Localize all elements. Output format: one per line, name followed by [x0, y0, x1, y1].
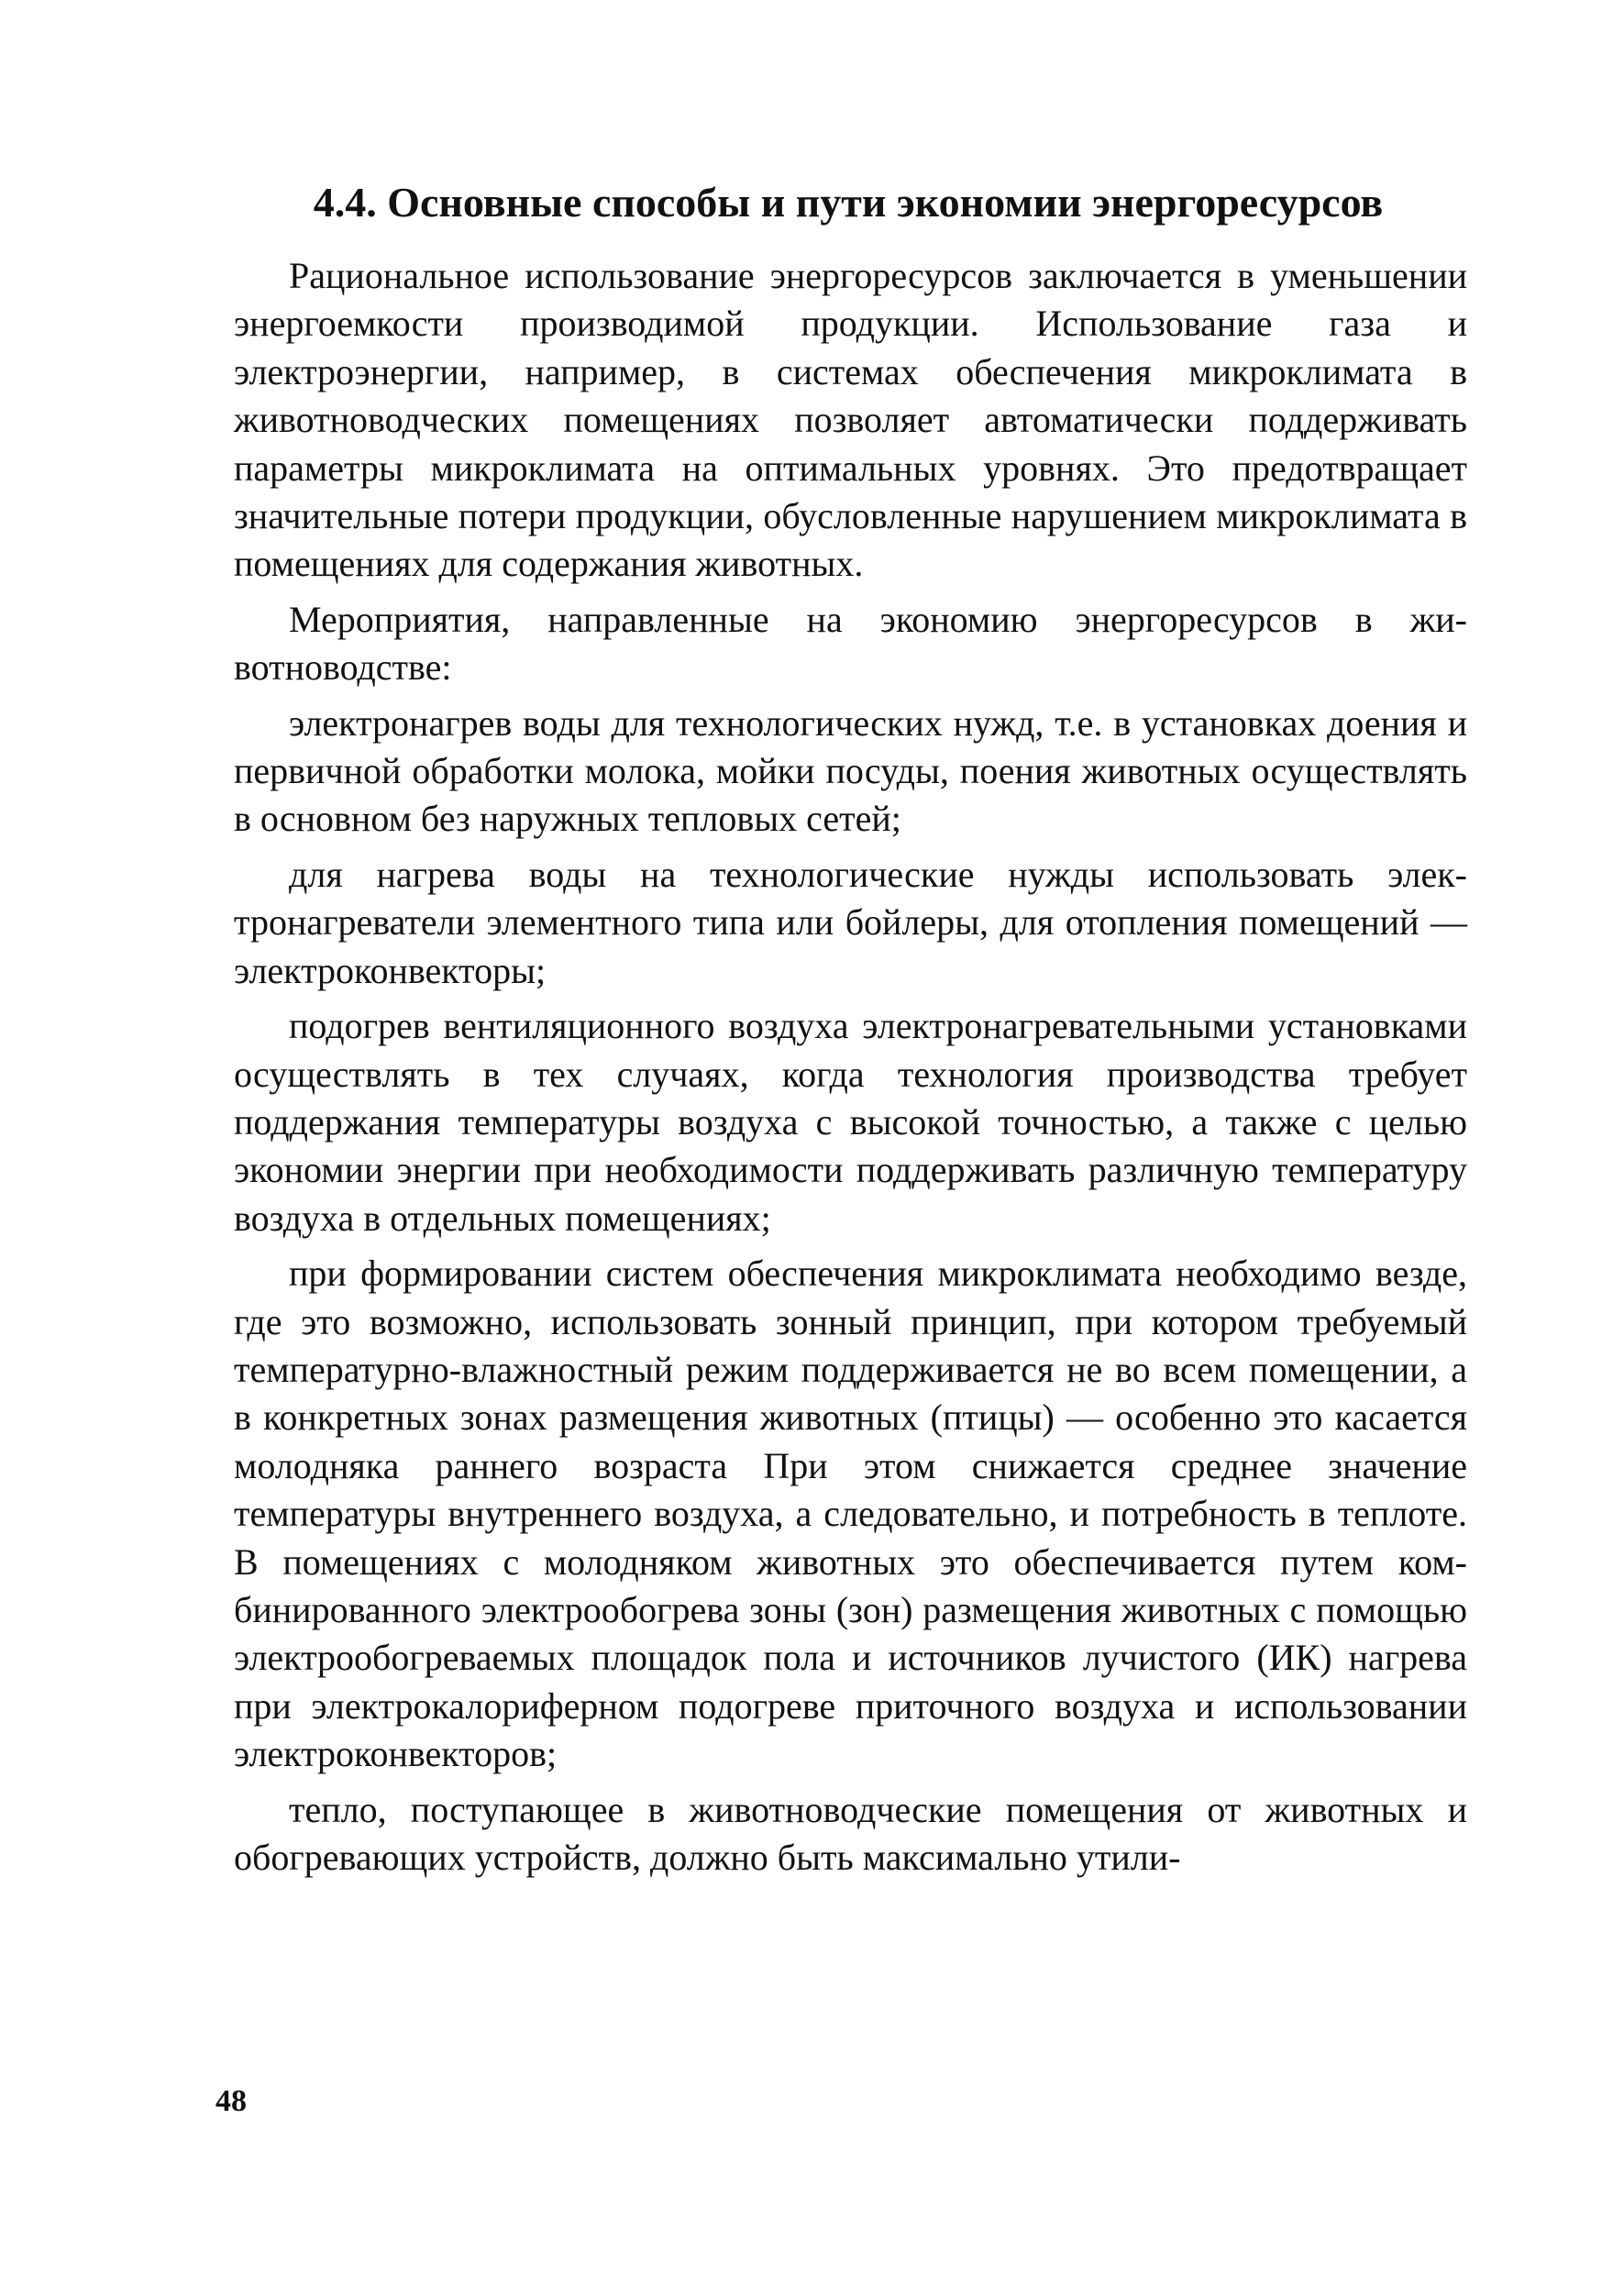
paragraph-intro: Рациональное использование энергоресурсов заключается в уменьшении энергоемкости производимой продукции. Использование газа и электроэнергии, например, в системах обеспечения микроклимата в животноводческих помещениях позволяет автоматически поддерживать параметры микроклимата на оптимальных уровнях. Это предотвращает значительные потери продукции, обусловленные нарушением микроклимата в помещениях для содержания животных.	[234, 255, 1467, 585]
page-number: 48	[215, 2084, 247, 2118]
paragraph-ventilation: подогрев вентиляционного воздуха электронагревательными установками осуществлять в тех случаях, когда технология производства требует поддержания температуры воздуха с высокой точностью, а также с целью экономии энергии при необходимости поддерживать различную температуру воздуха в отдельных помещениях;	[234, 1005, 1467, 1239]
body-text	[234, 252, 1467, 1889]
paragraph-heaters: для нагрева воды на технологические нужды использовать электронагреватели элементного типа или бойлеры, для отопления помещений — электроконвекторы;	[234, 853, 1467, 991]
section-heading: 4.4. Основные способы и пути экономии энергоресурсов	[313, 179, 1384, 226]
paragraph-measures-lead: Мероприятия, направленные на экономию энергоресурсов в животноводстве:	[234, 598, 1467, 689]
paragraph-zonal-principle: при формировании систем обеспечения микроклимата необходимо везде, где это возможно, использовать зонный принцип, при котором требуемый температурно-влажностный режим поддерживается не во всем помещении, а в конкретных зонах размещения животных (птицы) — особенно это касается молодняка раннего возраста При этом снижается среднее значение температуры внутреннего воздуха, а следовательно, и потребность в теплоте. В помещениях с молодняком животных это обеспечивается путем комбинированного электрообогрева зоны (зон) размещения животных с помощью электрообогреваемых площадок пола и источников лучистого (ИК) нагрева при электрокалориферном подогреве приточного воздуха и использовании электроконвекторов;	[234, 1253, 1467, 1775]
paragraph-water-heating: электронагрев воды для технологических нужд, т.е. в установках доения и первичной обработки молока, мойки посуды, поения животных осуществлять в основном без наружных тепловых сетей;	[234, 701, 1467, 840]
paragraph-heat-recovery: тепло, поступающее в животноводческие помещения от животных и обогревающих устройств, должно быть максимально утили-	[234, 1788, 1467, 1878]
